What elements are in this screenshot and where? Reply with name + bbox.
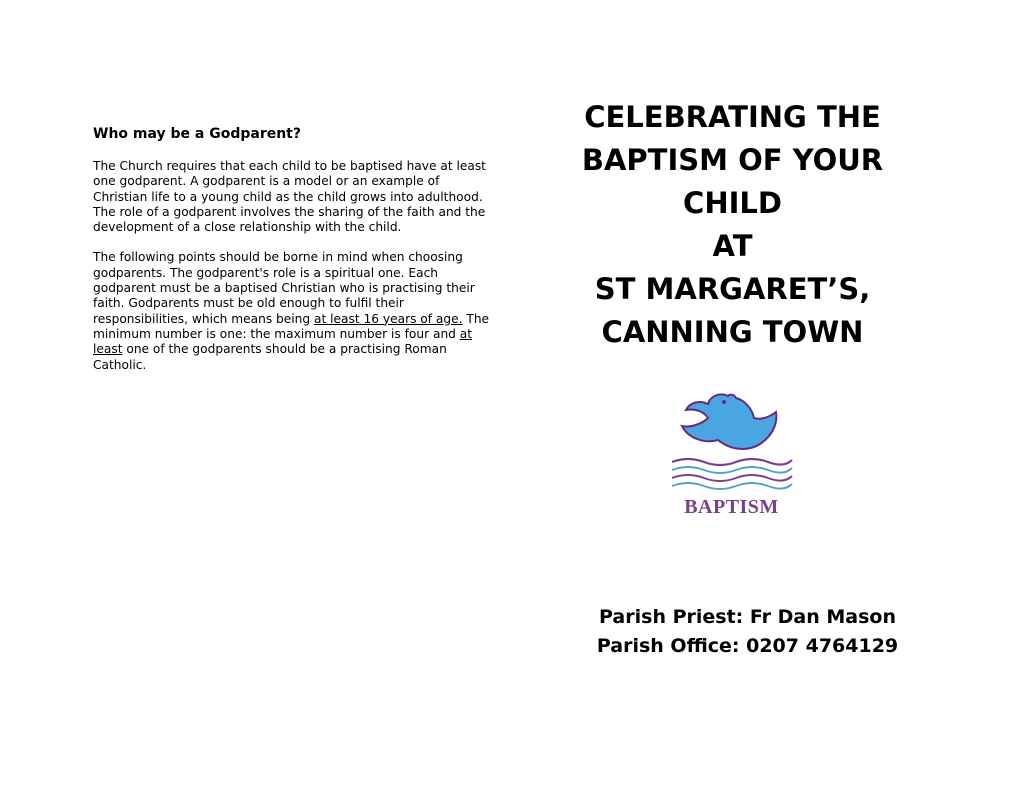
paragraph-church-requirement: The Church requires that each child to be baptised have at least one godparent. A godparent is a model or an example of Christian life to a young child as the child grows into adulthood. The role of a godparent involves the sharing of the faith and the development of a close relationship with the child. <box>93 159 486 235</box>
wave-line <box>672 475 792 481</box>
section-heading: Who may be a Godparent? <box>93 126 301 142</box>
wave-line <box>672 483 792 489</box>
baptism-logo <box>668 390 795 518</box>
text-span: The following points should be borne in mind when choosing godparents. The godparent's role is a spiritual one. Each godparent must be a baptised Christian who is practising their faith. Godparents must be old enough to fulfil their responsibilities, which means being <box>93 250 475 326</box>
cover-title <box>560 96 905 354</box>
title-line: CANNING TOWN <box>601 315 864 349</box>
paragraph-choosing-godparents <box>93 250 493 372</box>
parish-priest: Parish Priest: Fr Dan Mason <box>599 606 896 628</box>
underlined-age-text: at least 16 years of age. <box>314 311 463 326</box>
contact-info <box>560 603 935 661</box>
parish-office: Parish Office: 0207 4764129 <box>596 635 899 657</box>
title-line: ST MARGARET’S, <box>594 272 871 306</box>
dove-shape <box>682 394 776 449</box>
underlined-at-least-text: at least <box>93 326 473 357</box>
text-span: one of the godparents should be a practising Roman Catholic. <box>93 342 447 372</box>
title-line: CELEBRATING THE <box>584 100 881 134</box>
title-line: CHILD <box>683 186 782 220</box>
title-line: BAPTISM OF YOUR <box>581 143 884 177</box>
wave-line <box>672 467 792 473</box>
wave-line <box>672 459 792 465</box>
dove-eye <box>722 400 726 404</box>
logo-caption: BAPTISM <box>684 496 779 518</box>
text-span: The minimum number is one: the maximum number is four and <box>93 311 490 341</box>
godparent-section <box>93 126 493 388</box>
title-line: AT <box>712 229 753 263</box>
